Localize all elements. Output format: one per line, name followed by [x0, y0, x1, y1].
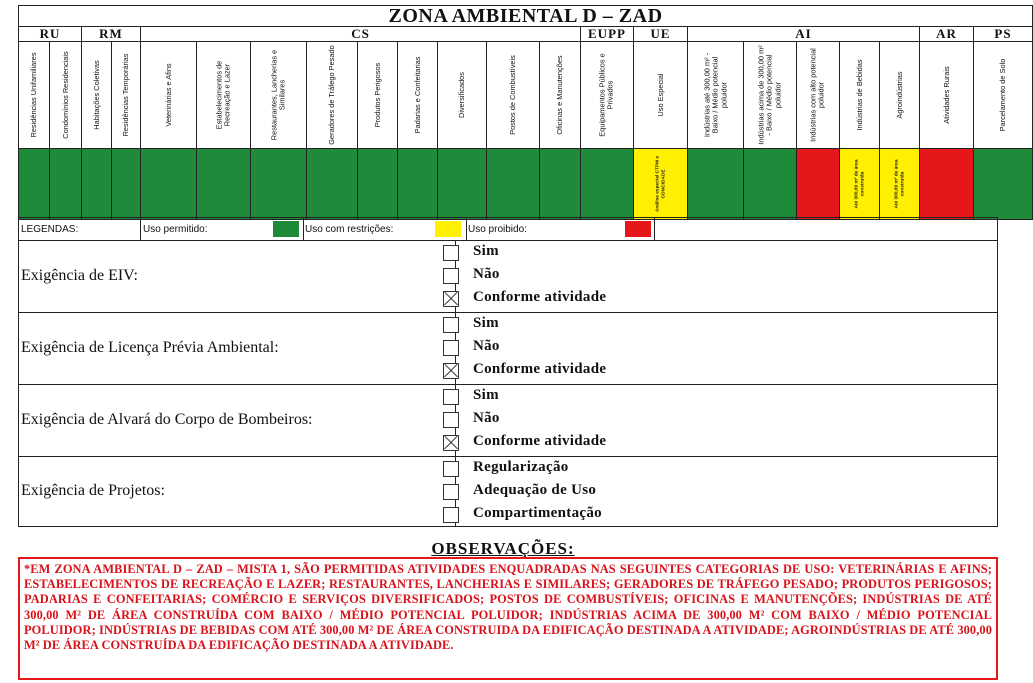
zone-title: ZONA AMBIENTAL D – ZAD: [19, 6, 1033, 27]
column-header-label: Postos de Combustíveis: [507, 55, 517, 135]
column-header-label: Restaurantes, Lancherias e Similares: [269, 49, 287, 141]
checkbox[interactable]: [443, 317, 459, 333]
legend-proibido-label: Uso proibido:: [468, 224, 527, 235]
cell-equipamentos: [581, 149, 634, 220]
column-header-label: Habitações Coletivas: [91, 60, 101, 130]
note-bebidas: Até 300,00 m² de área construída: [853, 159, 865, 209]
requirement-option-label: Não: [473, 338, 500, 354]
column-header-label: Residências Unifamiliares: [28, 52, 38, 138]
legend-divider: [654, 218, 655, 240]
column-header: [307, 42, 358, 149]
legend-divider: [466, 218, 467, 240]
column-header: [50, 42, 82, 149]
column-header: [197, 42, 251, 149]
requirement-option-label: Sim: [473, 315, 499, 331]
cell-agroindustrias: [880, 149, 920, 220]
column-header: [438, 42, 487, 149]
requirement-block: [18, 313, 998, 385]
checkbox[interactable]: [443, 412, 459, 428]
column-header-label: Geradores de Tráfego Pesado: [326, 45, 336, 145]
checkbox[interactable]: [443, 484, 459, 500]
column-header-label: Estabelecimentos de Recreação e Lazer: [214, 60, 232, 130]
column-header: [112, 42, 141, 149]
zone-table-wrapper: [18, 5, 1012, 220]
cell-uso-especial: [634, 149, 688, 220]
cell-industrias-bebidas: [840, 149, 880, 220]
column-header-label: Veterinárias e Afins: [163, 63, 173, 127]
cell-residencias-temporarias: [112, 149, 141, 220]
checkbox[interactable]: [443, 245, 459, 261]
legend-row: [18, 217, 998, 241]
legend-permitido-label: Uso permitido:: [143, 224, 208, 235]
requirement-option-label: Conforme atividade: [473, 289, 607, 305]
column-header: [634, 42, 688, 149]
group-ps: PS: [974, 27, 1033, 42]
cell-habitacoes-coletivas: [82, 149, 112, 220]
column-header-label: Uso Especial: [655, 73, 665, 117]
requirement-option-label: Sim: [473, 387, 499, 403]
cell-padarias: [398, 149, 438, 220]
column-header: [840, 42, 880, 149]
checkbox[interactable]: [443, 507, 459, 523]
column-header: [744, 42, 797, 149]
column-header: [82, 42, 112, 149]
legend-divider: [303, 218, 304, 240]
legend-restricoes-swatch: [435, 221, 461, 237]
group-ai: AI: [688, 27, 920, 42]
requirement-option-label: Sim: [473, 243, 499, 259]
legend-restricoes-label: Uso com restrições:: [305, 224, 394, 235]
column-header-label: Indústrias com alto potencial poluidor: [808, 48, 826, 142]
checkbox[interactable]: [443, 268, 459, 284]
legend-permitido-swatch: [273, 221, 299, 237]
column-header: [398, 42, 438, 149]
column-header-label: Equipamentos Públicos e Privados: [597, 53, 615, 137]
requirement-label: Exigência de Projetos:: [21, 482, 165, 499]
column-header-label: Indústrias acima de 300,00 m² - Baixo / Médio potencial poluidor: [756, 45, 783, 145]
requirement-label: Exigência de EIV:: [21, 267, 138, 284]
column-header: [540, 42, 581, 149]
observacoes-title: OBSERVAÇÕES:: [431, 539, 575, 558]
column-header: [920, 42, 974, 149]
column-header-label: Padarias e Confeitarias: [412, 56, 422, 134]
note-uso-especial: Análise especial CTPM e CONCIDADE: [654, 155, 666, 213]
legend-proibido-swatch: [625, 221, 651, 237]
group-ar: AR: [920, 27, 974, 42]
cell-oficinas: [540, 149, 581, 220]
requirement-label: Exigência de Licença Prévia Ambiental:: [21, 339, 279, 356]
cell-produtos-perigosos: [358, 149, 398, 220]
cell-industrias-acima-300: [744, 149, 797, 220]
requirement-option-label: Não: [473, 410, 500, 426]
requirement-option-label: Conforme atividade: [473, 361, 607, 377]
column-header-label: Indústrias de Bebidas: [854, 59, 864, 131]
requirement-option-label: Não: [473, 266, 500, 282]
checkbox[interactable]: [443, 461, 459, 477]
column-header: [974, 42, 1033, 149]
note-agro: Até 300,00 m² de área construída: [893, 159, 905, 209]
group-rm: RM: [82, 27, 141, 42]
legend-divider: [140, 218, 141, 240]
column-header-label: Produtos Perigosos: [372, 62, 382, 128]
column-header-label: Parcelamento de Solo: [997, 58, 1007, 132]
column-header-label: Oficinas e Manutenções: [554, 55, 564, 135]
cell-industrias-alto-potencial: [797, 149, 840, 220]
cell-recreacao-lazer: [197, 149, 251, 220]
requirement-option-label: Regularização: [473, 459, 569, 475]
legend-title: LEGENDAS:: [21, 224, 79, 235]
checked-checkbox[interactable]: [443, 291, 459, 307]
requirement-label: Exigência de Alvará do Corpo de Bombeiros:: [21, 411, 313, 428]
group-ue: UE: [634, 27, 688, 42]
column-header-label: Residências Temporárias: [120, 53, 130, 137]
group-ru: RU: [19, 27, 82, 42]
column-header: [19, 42, 50, 149]
requirement-option-label: Adequação de Uso: [473, 482, 597, 498]
checkbox[interactable]: [443, 389, 459, 405]
cell-trafego-pesado: [307, 149, 358, 220]
cell-condominios-residenciais: [50, 149, 82, 220]
column-header-label: Atividades Rurais: [941, 66, 951, 124]
column-header: [797, 42, 840, 149]
cell-postos-combustiveis: [487, 149, 540, 220]
column-header: [141, 42, 197, 149]
requirement-block: [18, 385, 998, 457]
cell-restaurantes: [251, 149, 307, 220]
requirement-option-label: Compartimentação: [473, 505, 602, 521]
observacoes-text: *EM ZONA AMBIENTAL D – ZAD – MISTA 1, SÃO PERMITIDAS ATIVIDADES ENQUADRADAS NAS SEGUINTES CATEGORIAS DE USO: VETERINÁRIAS E AFINS; ESTABELECIMENTOS DE RECREAÇÃO E LAZER; RESTAURANTES, LANCHERIAS E SIMILARES; GERADORES DE TRÁFEGO PESADO; PRODUTOS PERIGOSOS; PADARIAS E CONFEITARIAS; COMÉRCIO E SERVIÇOS DIVERSIFICADOS; POSTOS DE COMBUSTÍVEIS; OFICINAS E MANUTENÇÕES; INDÚSTRIAS DE ATÉ 300,00 M² DE ÁREA CONSTRUÍDA COM BAIXO / MÉDIO POTENCIAL POLUIDOR; INDÚSTRIAS ACIMA DE 300,00 M² COM BAIXO / MÉDIO POTENCIAL POLUIDOR; INDÚSTRIAS DE BEBIDAS COM ATÉ 300,00 M² DE ÁREA CONSTRUIDA DA EDIFICAÇÃO DESTINADA A ATIVIDADE; AGROINDÚSTRIAS DE ATÉ 300,00 M² DE ÁREA CONSTRUÍDA DA EDIFICAÇÃO DESTINADA A ATIVIDADE.: [18, 557, 998, 680]
column-header: [487, 42, 540, 149]
cell-parcelamento-solo: [974, 149, 1033, 220]
requirement-option-label: Conforme atividade: [473, 433, 607, 449]
column-header-label: Condomínios Residenciais: [60, 51, 70, 139]
group-eupp: EUPP: [581, 27, 634, 42]
column-header: [880, 42, 920, 149]
column-header: [251, 42, 307, 149]
group-cs: CS: [141, 27, 581, 42]
zone-table: [18, 5, 1033, 220]
requirement-block: [18, 457, 998, 527]
column-header-label: Indústrias até 300,00 m² - Baixo / Médio potencial poluidor: [701, 52, 728, 138]
column-header-label: Diversificados: [456, 72, 466, 119]
cell-diversificados: [438, 149, 487, 220]
checked-checkbox[interactable]: [443, 363, 459, 379]
column-header-label: Agroindústrias: [894, 71, 904, 119]
checkbox[interactable]: [443, 340, 459, 356]
cell-industrias-ate-300: [688, 149, 744, 220]
column-header: [358, 42, 398, 149]
cell-veterinarias: [141, 149, 197, 220]
requirement-block: [18, 241, 998, 313]
column-header: [688, 42, 744, 149]
checked-checkbox[interactable]: [443, 435, 459, 451]
usage-cells-row: [19, 149, 1033, 220]
cell-atividades-rurais: [920, 149, 974, 220]
cell-residencias-unifamiliares: [19, 149, 50, 220]
column-header: [581, 42, 634, 149]
